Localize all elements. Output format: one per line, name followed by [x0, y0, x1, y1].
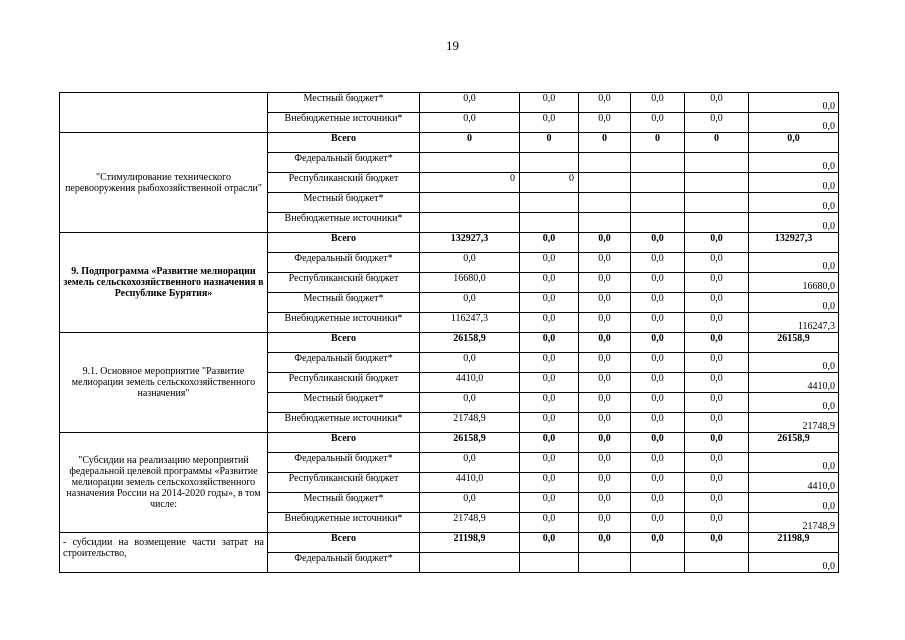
amount-cell	[685, 193, 749, 213]
amount-cell	[685, 553, 749, 573]
amount-cell: 0,0	[579, 93, 631, 113]
table-row	[60, 433, 839, 453]
amount-cell: 0,0	[685, 113, 749, 133]
amount-cell: 0,0	[631, 93, 685, 113]
amount-cell: 0,0	[685, 333, 749, 353]
amount-cell: 0,0	[520, 113, 579, 133]
total-cell: 0,0	[749, 553, 839, 573]
amount-cell: 0	[420, 173, 520, 193]
amount-cell: 132927,3	[420, 233, 520, 253]
amount-cell: 0,0	[579, 113, 631, 133]
amount-cell	[420, 213, 520, 233]
funding-source-cell: Местный бюджет*	[268, 293, 420, 313]
total-cell: 0,0	[749, 133, 839, 153]
total-cell: 21748,9	[749, 413, 839, 433]
amount-cell: 16680,0	[420, 273, 520, 293]
table-row	[60, 93, 839, 113]
amount-cell: 0,0	[631, 413, 685, 433]
total-cell: 16680,0	[749, 273, 839, 293]
amount-cell: 0,0	[520, 333, 579, 353]
amount-cell: 0,0	[685, 253, 749, 273]
amount-cell: 0,0	[520, 393, 579, 413]
amount-cell: 0	[579, 133, 631, 153]
amount-cell: 0,0	[685, 493, 749, 513]
total-cell: 0,0	[749, 393, 839, 413]
total-cell: 0,0	[749, 193, 839, 213]
amount-cell: 0,0	[520, 353, 579, 373]
amount-cell	[579, 553, 631, 573]
amount-cell: 0,0	[520, 273, 579, 293]
amount-cell: 0,0	[579, 413, 631, 433]
amount-cell: 0,0	[631, 253, 685, 273]
amount-cell: 0,0	[520, 513, 579, 533]
amount-cell: 0,0	[520, 413, 579, 433]
amount-cell: 0	[420, 133, 520, 153]
amount-cell: 0,0	[579, 473, 631, 493]
amount-cell: 0,0	[579, 493, 631, 513]
program-name-cell: 9.1. Основное мероприятие "Развитие мелиорации земель сельскохозяйственного назначения"	[60, 333, 268, 433]
amount-cell: 0,0	[631, 373, 685, 393]
amount-cell: 0,0	[631, 233, 685, 253]
amount-cell: 0,0	[520, 313, 579, 333]
amount-cell: 0,0	[420, 293, 520, 313]
amount-cell: 0,0	[579, 353, 631, 373]
amount-cell: 0,0	[631, 433, 685, 453]
amount-cell: 0,0	[520, 93, 579, 113]
amount-cell: 0,0	[631, 293, 685, 313]
funding-source-cell: Внебюджетные источники*	[268, 513, 420, 533]
amount-cell: 0	[631, 133, 685, 153]
amount-cell: 0,0	[685, 453, 749, 473]
total-cell: 4410,0	[749, 373, 839, 393]
amount-cell	[685, 153, 749, 173]
amount-cell: 0,0	[685, 433, 749, 453]
total-cell: 0,0	[749, 113, 839, 133]
amount-cell	[520, 153, 579, 173]
amount-cell: 0,0	[579, 233, 631, 253]
total-cell: 0,0	[749, 253, 839, 273]
amount-cell: 0,0	[685, 473, 749, 493]
funding-source-cell: Всего	[268, 233, 420, 253]
amount-cell: 0,0	[579, 453, 631, 473]
table-row	[60, 233, 839, 253]
amount-cell	[631, 553, 685, 573]
total-cell: 21748,9	[749, 513, 839, 533]
amount-cell: 0,0	[420, 353, 520, 373]
amount-cell	[631, 153, 685, 173]
amount-cell: 0,0	[579, 333, 631, 353]
amount-cell: 0,0	[631, 353, 685, 373]
total-cell: 132927,3	[749, 233, 839, 253]
amount-cell	[579, 173, 631, 193]
amount-cell: 0,0	[685, 293, 749, 313]
total-cell: 0,0	[749, 153, 839, 173]
funding-source-cell: Республиканский бюджет	[268, 473, 420, 493]
amount-cell: 0,0	[420, 93, 520, 113]
total-cell: 26158,9	[749, 433, 839, 453]
amount-cell	[579, 193, 631, 213]
amount-cell: 0,0	[685, 233, 749, 253]
amount-cell: 0,0	[631, 493, 685, 513]
amount-cell: 0,0	[520, 433, 579, 453]
amount-cell	[631, 173, 685, 193]
amount-cell: 0,0	[579, 253, 631, 273]
amount-cell: 0,0	[420, 253, 520, 273]
amount-cell: 116247,3	[420, 313, 520, 333]
amount-cell: 0,0	[579, 373, 631, 393]
amount-cell: 0	[520, 173, 579, 193]
amount-cell	[420, 153, 520, 173]
amount-cell: 0,0	[685, 353, 749, 373]
amount-cell: 0,0	[520, 373, 579, 393]
amount-cell	[420, 553, 520, 573]
total-cell: 0,0	[749, 453, 839, 473]
total-cell: 0,0	[749, 293, 839, 313]
amount-cell: 26158,9	[420, 333, 520, 353]
amount-cell: 0,0	[579, 313, 631, 333]
program-name-cell	[60, 93, 268, 133]
amount-cell: 0,0	[579, 293, 631, 313]
amount-cell: 0	[685, 133, 749, 153]
amount-cell: 0,0	[579, 273, 631, 293]
funding-source-cell: Всего	[268, 333, 420, 353]
funding-source-cell: Местный бюджет*	[268, 193, 420, 213]
amount-cell: 4410,0	[420, 473, 520, 493]
amount-cell: 0,0	[520, 493, 579, 513]
funding-source-cell: Местный бюджет*	[268, 93, 420, 113]
amount-cell	[631, 193, 685, 213]
amount-cell	[685, 213, 749, 233]
amount-cell: 0	[520, 133, 579, 153]
amount-cell	[520, 193, 579, 213]
funding-source-cell: Всего	[268, 133, 420, 153]
program-name-cell: "Субсидии на реализацию мероприятий федеральной целевой программы «Развитие мелиорации земель сельскохозяйственного назначения России на 2014-2020 годы», в том числе:	[60, 433, 268, 533]
amount-cell: 26158,9	[420, 433, 520, 453]
funding-source-cell: Федеральный бюджет*	[268, 553, 420, 573]
amount-cell: 21748,9	[420, 513, 520, 533]
amount-cell: 0,0	[520, 473, 579, 493]
amount-cell	[520, 213, 579, 233]
amount-cell: 0,0	[520, 453, 579, 473]
amount-cell: 0,0	[520, 293, 579, 313]
amount-cell: 0,0	[579, 433, 631, 453]
amount-cell: 0,0	[631, 273, 685, 293]
program-name-cell: 9. Подпрограмма «Развитие мелиорации земель сельскохозяйственного назначения в Республике Бурятия»	[60, 233, 268, 333]
total-cell: 26158,9	[749, 333, 839, 353]
funding-source-cell: Федеральный бюджет*	[268, 153, 420, 173]
table-row	[60, 533, 839, 553]
amount-cell: 0,0	[685, 273, 749, 293]
amount-cell: 0,0	[631, 533, 685, 553]
amount-cell: 0,0	[420, 393, 520, 413]
total-cell: 0,0	[749, 493, 839, 513]
amount-cell: 0,0	[685, 413, 749, 433]
amount-cell: 0,0	[520, 233, 579, 253]
amount-cell: 0,0	[685, 313, 749, 333]
funding-source-cell: Федеральный бюджет*	[268, 353, 420, 373]
budget-table	[59, 92, 839, 573]
amount-cell	[685, 173, 749, 193]
amount-cell: 0,0	[631, 113, 685, 133]
table-row	[60, 333, 839, 353]
amount-cell: 0,0	[420, 453, 520, 473]
amount-cell	[520, 553, 579, 573]
program-name-cell: "Стимулирование технического перевооружения рыбохозяйственной отрасли"	[60, 133, 268, 233]
total-cell: 0,0	[749, 173, 839, 193]
total-cell: 4410,0	[749, 473, 839, 493]
amount-cell: 0,0	[631, 393, 685, 413]
amount-cell: 0,0	[685, 533, 749, 553]
amount-cell: 0,0	[631, 333, 685, 353]
amount-cell	[420, 193, 520, 213]
amount-cell: 4410,0	[420, 373, 520, 393]
funding-source-cell: Всего	[268, 533, 420, 553]
amount-cell: 0,0	[520, 533, 579, 553]
funding-source-cell: Внебюджетные источники*	[268, 413, 420, 433]
funding-source-cell: Всего	[268, 433, 420, 453]
amount-cell: 0,0	[631, 313, 685, 333]
amount-cell: 0,0	[631, 513, 685, 533]
total-cell: 0,0	[749, 93, 839, 113]
funding-source-cell: Местный бюджет*	[268, 393, 420, 413]
amount-cell: 0,0	[685, 93, 749, 113]
amount-cell: 21748,9	[420, 413, 520, 433]
amount-cell: 0,0	[579, 513, 631, 533]
amount-cell: 0,0	[420, 493, 520, 513]
funding-source-cell: Внебюджетные источники*	[268, 213, 420, 233]
amount-cell: 0,0	[420, 113, 520, 133]
total-cell: 21198,9	[749, 533, 839, 553]
amount-cell	[579, 153, 631, 173]
amount-cell: 0,0	[520, 253, 579, 273]
amount-cell: 21198,9	[420, 533, 520, 553]
amount-cell: 0,0	[631, 473, 685, 493]
total-cell: 116247,3	[749, 313, 839, 333]
amount-cell: 0,0	[579, 393, 631, 413]
funding-source-cell: Внебюджетные источники*	[268, 113, 420, 133]
funding-source-cell: Республиканский бюджет	[268, 273, 420, 293]
funding-source-cell: Республиканский бюджет	[268, 173, 420, 193]
amount-cell: 0,0	[631, 453, 685, 473]
amount-cell	[579, 213, 631, 233]
funding-source-cell: Местный бюджет*	[268, 493, 420, 513]
amount-cell: 0,0	[685, 393, 749, 413]
table-row	[60, 133, 839, 153]
funding-source-cell: Федеральный бюджет*	[268, 253, 420, 273]
funding-source-cell: Федеральный бюджет*	[268, 453, 420, 473]
total-cell: 0,0	[749, 213, 839, 233]
amount-cell: 0,0	[579, 533, 631, 553]
page-number: 19	[446, 38, 459, 53]
amount-cell	[631, 213, 685, 233]
amount-cell: 0,0	[685, 373, 749, 393]
total-cell: 0,0	[749, 353, 839, 373]
funding-source-cell: Республиканский бюджет	[268, 373, 420, 393]
funding-source-cell: Внебюджетные источники*	[268, 313, 420, 333]
amount-cell: 0,0	[685, 513, 749, 533]
program-name-cell: - субсидии на возмещение части затрат на строительство,	[60, 533, 268, 573]
